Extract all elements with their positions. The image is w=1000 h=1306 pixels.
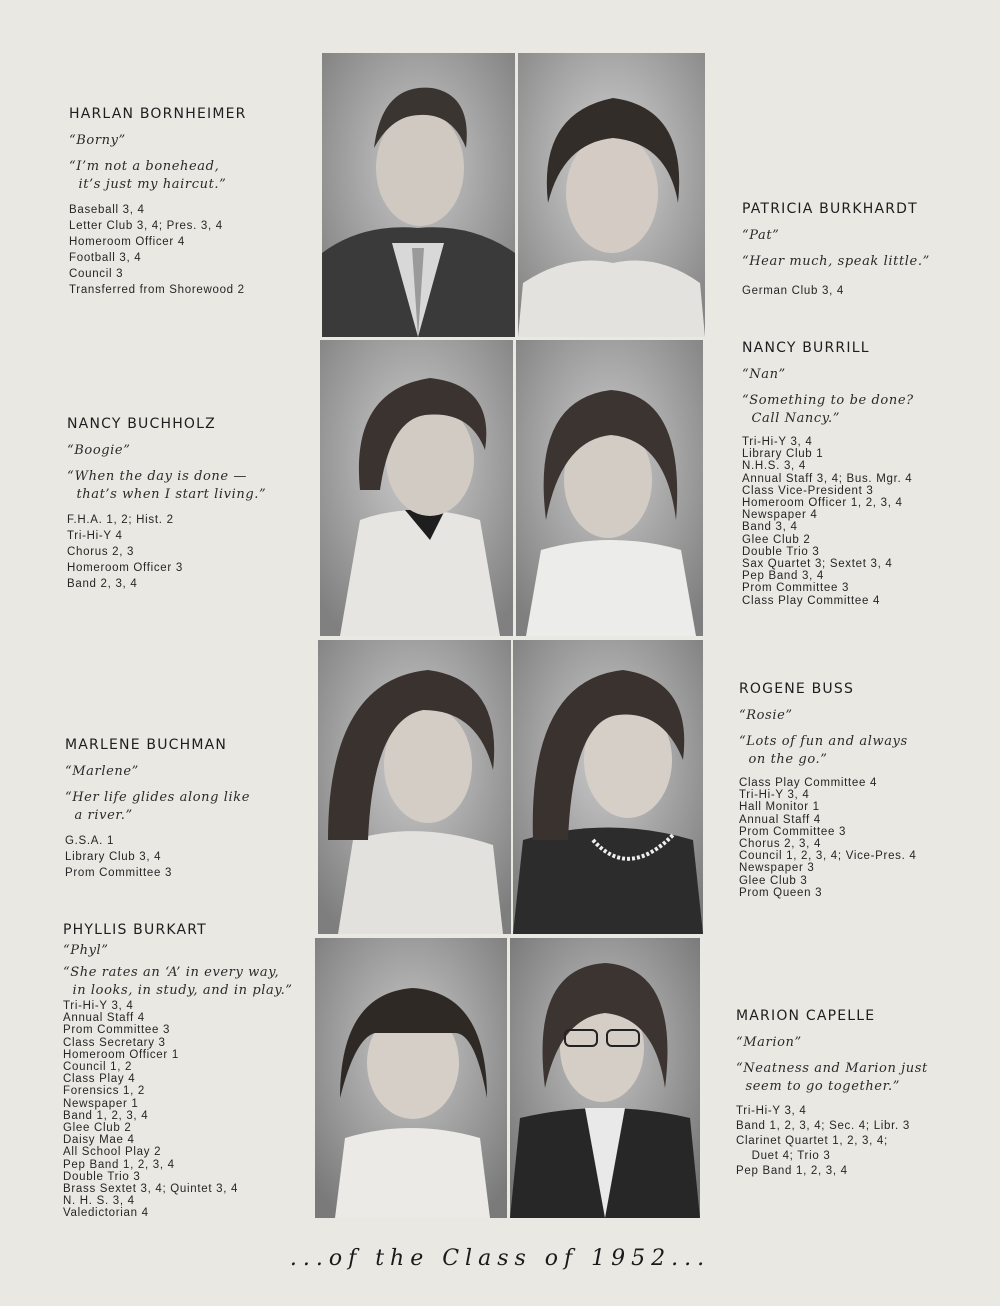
student-quote: “Neatness and Marion just seem to go together.” xyxy=(736,1061,928,1094)
activity-item: Band 1, 2, 3, 4; Sec. 4; Libr. 3 xyxy=(736,1120,910,1132)
student-name: HARLAN BORNHEIMER xyxy=(69,106,247,122)
activity-item: Tri-Hi-Y 3, 4 xyxy=(63,1000,134,1012)
activity-item: Band 2, 3, 4 xyxy=(67,578,138,590)
activity-item: Library Club 1 xyxy=(742,448,824,461)
student-name: MARION CAPELLE xyxy=(736,1008,876,1024)
portrait-photo-marlene-buchman xyxy=(318,640,511,934)
activity-list xyxy=(742,436,914,607)
activity-item: Glee Club 2 xyxy=(742,533,811,546)
portrait-photo-harlan-bornheimer xyxy=(322,53,515,337)
activity-item: Newspaper 1 xyxy=(63,1097,139,1110)
page-footer: ...of the Class of 1952... xyxy=(289,1246,711,1271)
activity-item: All School Play 2 xyxy=(63,1146,162,1159)
student-name: PHYLLIS BURKART xyxy=(63,922,207,938)
portrait-photo-marion-capelle xyxy=(510,938,700,1218)
portrait-photo-nancy-burrill xyxy=(516,340,703,636)
student-nickname: “Marlene” xyxy=(65,764,139,779)
activity-item: Chorus 2, 3 xyxy=(67,546,135,558)
student-name: MARLENE BUCHMAN xyxy=(65,737,228,753)
student-entry xyxy=(63,922,293,1220)
activity-item: Forensics 1, 2 xyxy=(63,1085,146,1098)
activity-item: Prom Committee 3 xyxy=(739,825,847,838)
activity-item: Tri-Hi-Y 3, 4 xyxy=(739,789,810,802)
activity-item: Council 1, 2 xyxy=(63,1061,133,1074)
activity-item: Letter Club 3, 4; Pres. 3, 4 xyxy=(69,220,223,232)
activity-list xyxy=(65,833,250,881)
student-entry xyxy=(67,416,266,592)
activity-item: Homeroom Officer 1, 2, 3, 4 xyxy=(742,497,903,510)
activity-item: Duet 4; Trio 3 xyxy=(736,1150,831,1162)
activity-list xyxy=(67,512,266,592)
portrait-photo-phyllis-burkart xyxy=(315,938,507,1218)
activity-list xyxy=(736,1104,928,1179)
activity-item: Homeroom Officer 3 xyxy=(67,562,183,574)
student-entry xyxy=(69,106,247,298)
activity-item: Football 3, 4 xyxy=(69,252,142,264)
student-entry xyxy=(739,681,917,899)
activity-item: Tri-Hi-Y 4 xyxy=(67,530,123,542)
student-nickname: “Boogie” xyxy=(67,443,131,458)
activity-item: Band 1, 2, 3, 4 xyxy=(63,1109,149,1122)
activity-item: Class Vice-President 3 xyxy=(742,484,874,497)
activity-item: Sax Quartet 3; Sextet 3, 4 xyxy=(742,558,893,571)
activity-item: Pep Band 3, 4 xyxy=(742,570,824,583)
activity-item: Annual Staff 3, 4; Bus. Mgr. 4 xyxy=(742,472,913,485)
activity-item: Glee Club 2 xyxy=(63,1122,132,1135)
portrait-photo-patricia-burkhardt xyxy=(518,53,705,337)
activity-item: Double Trio 3 xyxy=(63,1170,141,1183)
activity-item: Glee Club 3 xyxy=(739,874,808,887)
activity-item: Prom Committee 3 xyxy=(65,867,173,879)
student-name: NANCY BUCHHOLZ xyxy=(67,416,216,432)
student-quote: “Lots of fun and always on the go.” xyxy=(739,734,908,767)
activity-item: Class Play Committee 4 xyxy=(742,594,881,607)
activity-item: Prom Queen 3 xyxy=(739,886,823,899)
activity-item: Tri-Hi-Y 3, 4 xyxy=(742,436,813,448)
activity-item: G.S.A. 1 xyxy=(65,835,115,847)
student-quote: “When the day is done — that’s when I start living.” xyxy=(67,469,267,502)
activity-item: Council 1, 2, 3, 4; Vice-Pres. 4 xyxy=(739,850,917,863)
activity-list xyxy=(742,283,930,299)
activity-item: Class Secretary 3 xyxy=(63,1036,166,1049)
student-quote: “Her life glides along like a river.” xyxy=(65,790,251,823)
activity-item: N.H.S. 3, 4 xyxy=(742,460,806,473)
student-quote: “Hear much, speak little.” xyxy=(742,254,930,269)
activity-item: Newspaper 3 xyxy=(739,862,815,875)
portrait-photo-nancy-buchholz xyxy=(320,340,513,636)
student-name: PATRICIA BURKHARDT xyxy=(742,201,918,217)
student-quote: “She rates an ‘A’ in every way, in looks, in study, and in play.” xyxy=(63,965,293,998)
activity-item: N. H. S. 3, 4 xyxy=(63,1195,135,1208)
student-nickname: “Nan” xyxy=(742,367,786,382)
student-entry xyxy=(736,1008,928,1179)
activity-list xyxy=(63,1000,293,1220)
activity-list xyxy=(739,777,917,899)
activity-item: Hall Monitor 1 xyxy=(739,801,820,814)
activity-item: Library Club 3, 4 xyxy=(65,851,162,863)
activity-item: Daisy Mae 4 xyxy=(63,1134,135,1147)
student-nickname: “Pat” xyxy=(742,228,780,243)
activity-item: Pep Band 1, 2, 3, 4 xyxy=(63,1158,175,1171)
activity-item: Annual Staff 4 xyxy=(63,1012,145,1025)
activity-item: Baseball 3, 4 xyxy=(69,204,145,216)
activity-item: German Club 3, 4 xyxy=(742,285,844,297)
activity-item: Council 3 xyxy=(69,268,124,280)
student-name: NANCY BURRILL xyxy=(742,340,870,356)
activity-item: F.H.A. 1, 2; Hist. 2 xyxy=(67,514,174,526)
activity-list xyxy=(69,202,247,298)
activity-item: Transferred from Shorewood 2 xyxy=(69,284,245,296)
student-entry xyxy=(65,737,250,881)
student-entry xyxy=(742,340,914,607)
activity-item: Homeroom Officer 4 xyxy=(69,236,185,248)
activity-item: Prom Committee 3 xyxy=(742,582,850,595)
activity-item: Brass Sextet 3, 4; Quintet 3, 4 xyxy=(63,1183,239,1196)
student-quote: “I’m not a bonehead, it’s just my haircut.” xyxy=(69,159,227,192)
activity-item: Newspaper 4 xyxy=(742,509,818,522)
activity-item: Pep Band 1, 2, 3, 4 xyxy=(736,1165,848,1177)
student-nickname: “Rosie” xyxy=(739,708,793,723)
activity-item: Class Play Committee 4 xyxy=(739,777,878,789)
student-quote: “Something to be done? Call Nancy.” xyxy=(742,393,914,426)
student-nickname: “Borny” xyxy=(69,133,126,148)
activity-item: Homeroom Officer 1 xyxy=(63,1048,179,1061)
student-nickname: “Marion” xyxy=(736,1035,802,1050)
activity-item: Valedictorian 4 xyxy=(63,1207,149,1220)
activity-item: Class Play 4 xyxy=(63,1073,136,1086)
portrait-photo-rogene-buss xyxy=(513,640,703,934)
activity-item: Double Trio 3 xyxy=(742,545,820,558)
activity-item: Clarinet Quartet 1, 2, 3, 4; xyxy=(736,1135,888,1147)
student-nickname: “Phyl” xyxy=(63,943,109,958)
activity-item: Annual Staff 4 xyxy=(739,813,821,826)
student-entry xyxy=(742,201,930,299)
activity-item: Prom Committee 3 xyxy=(63,1024,171,1037)
activity-item: Chorus 2, 3, 4 xyxy=(739,838,822,851)
student-name: ROGENE BUSS xyxy=(739,681,855,697)
activity-item: Band 3, 4 xyxy=(742,521,798,534)
activity-item: Tri-Hi-Y 3, 4 xyxy=(736,1105,807,1117)
